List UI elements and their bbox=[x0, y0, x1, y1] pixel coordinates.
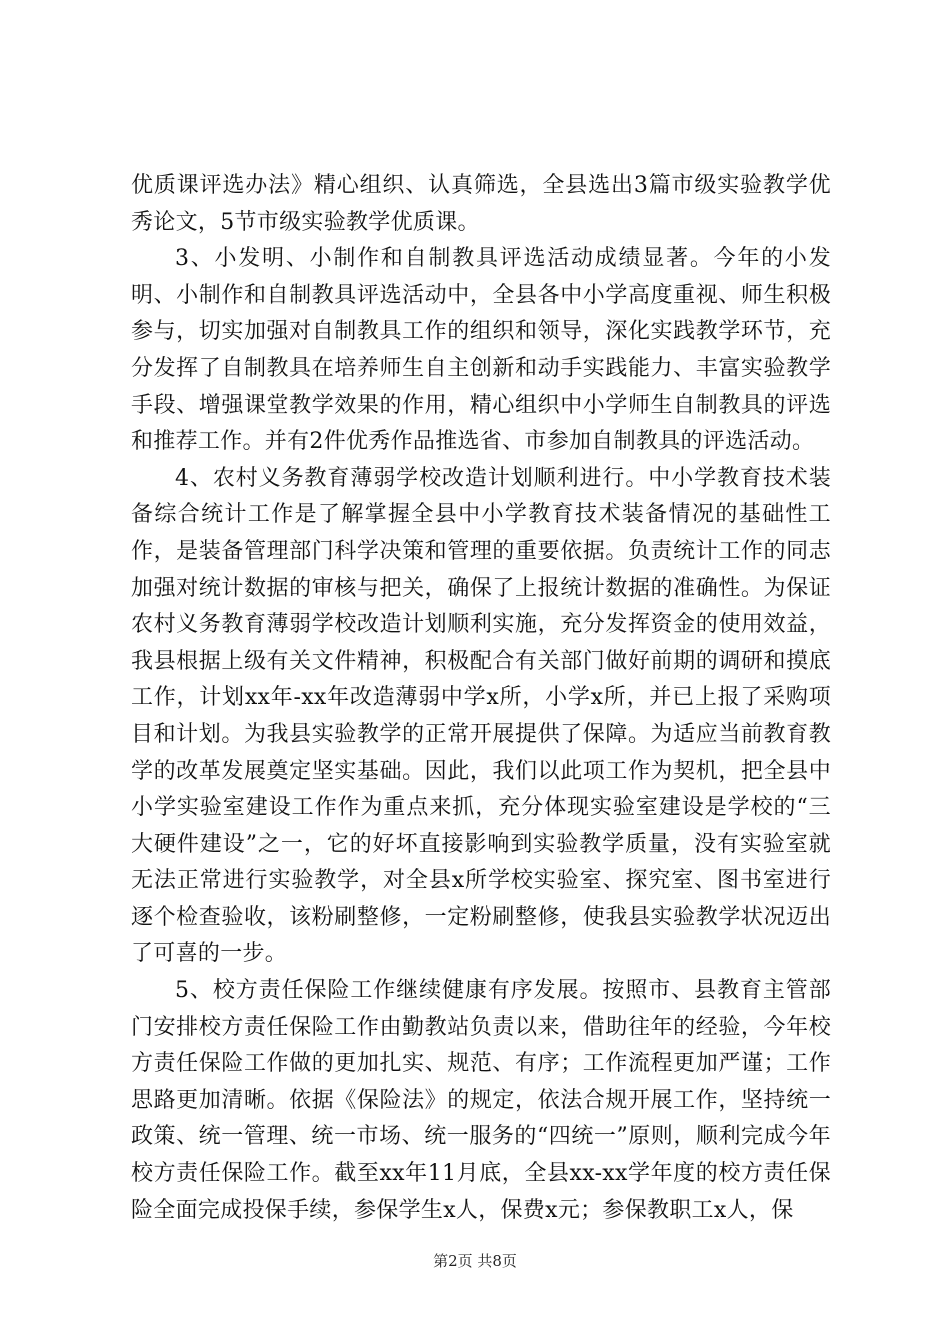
paragraph-item-4: 4、农村义务教育薄弱学校改造计划顺利进行。中小学教育技术装备综合统计工作是了解掌握全县中小学教育技术装备情况的基础性工作，是装备管理部门科学决策和管理的重要依据。负责统计工作的同志加强对统计数据的审核与把关，确保了上报统计数据的准确性。为保证农村义务教育薄弱学校改造计划顺利实施，充分发挥资金的使用效益，我县根据上级有关文件精神，积极配合有关部门做好前期的调研和摸底工作，计划xx年-xx年改造薄弱中学x所，小学x所，并已上报了采购项目和计划。为我县实验教学的正常开展提供了保障。为适应当前教育教学的改革发展奠定坚实基础。因此，我们以此项工作为契机，把全县中小学实验室建设工作作为重点来抓，充分体现实验室建设是学校的“三大硬件建设”之一，它的好坏直接影响到实验教学质量，没有实验室就无法正常进行实验教学，对全县x所学校实验室、探究室、图书室进行逐个检查验收，该粉刷整修，一定粉刷整修，使我县实验教学状况迈出了可喜的一步。 bbox=[131, 465, 831, 967]
paragraph-item-3: 3、小发明、小制作和自制教具评选活动成绩显著。今年的小发明、小制作和自制教具评选活动中，全县各中小学高度重视、师生积极参与，切实加强对自制教具工作的组织和领导，深化实践教学环节，充分发挥了自制教具在培养师生自主创新和动手实践能力、丰富实验教学手段、增强课堂教学效果的作用，精心组织中小学师生自制教具的评选和推荐工作。并有2件优秀作品推选省、市参加自制教具的评选活动。 bbox=[131, 246, 831, 455]
paragraph-continuation: 优质课评选办法》精心组织、认真筛选，全县选出3篇市级实验教学优秀论文，5节市级实验教学优质课。 bbox=[131, 173, 831, 235]
page-number-footer: 第2页 共8页 bbox=[433, 1252, 517, 1270]
paragraph-item-5: 5、校方责任保险工作继续健康有序发展。按照市、县教育主管部门安排校方责任保险工作由勤教站负责以来，借助往年的经验，今年校方责任保险工作做的更加扎实、规范、有序；工作流程更加严谨；工作思路更加清晰。依据《保险法》的规定，依法合规开展工作，坚持统一政策、统一管理、统一市场、统一服务的“四统一”原则，顺利完成今年校方责任保险工作。截至xx年11月底，全县xx-xx学年度的校方责任保险全面完成投保手续，参保学生x人，保费x元；参保教职工x人，保 bbox=[131, 978, 831, 1223]
document-body bbox=[131, 168, 831, 1229]
